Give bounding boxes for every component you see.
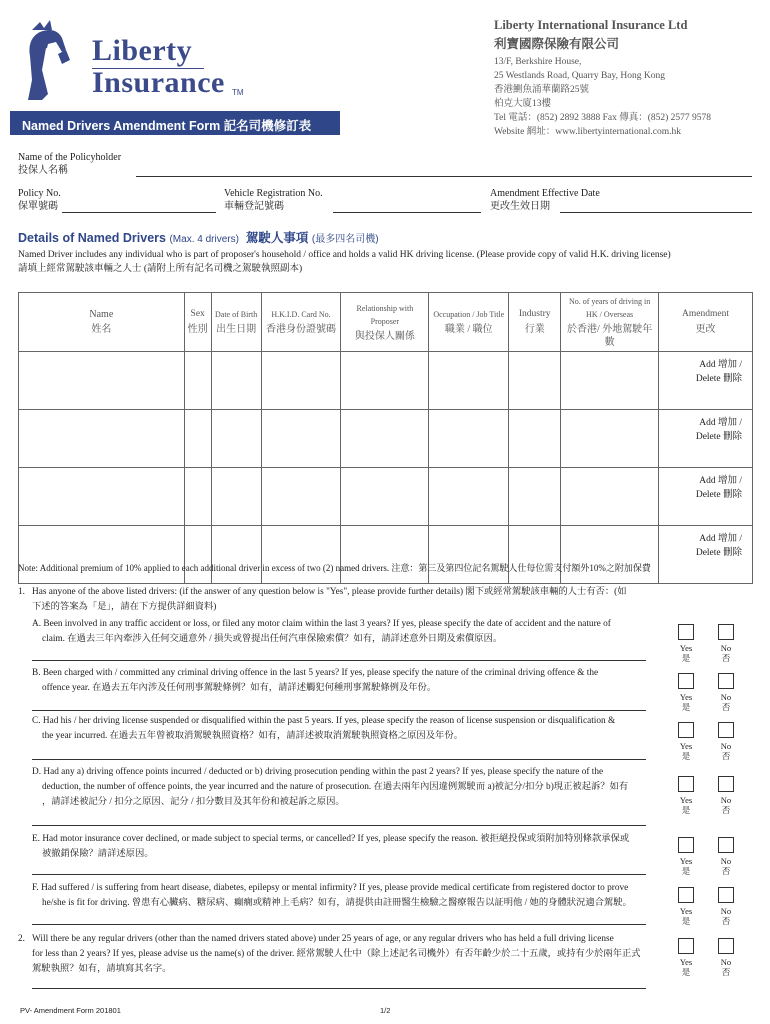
table-row bbox=[19, 468, 753, 526]
cell-occupation[interactable] bbox=[429, 410, 509, 468]
question-d-line: D. Had any a) driving offence points incurred / deducted or b) driving prosecution pending within the past 2 years? If yes, please specify the nature of the bbox=[32, 767, 604, 777]
cell-sex[interactable] bbox=[184, 468, 211, 526]
header-relationship: Relationship with Proposer 與投保人關係 bbox=[341, 293, 429, 352]
question-b-no-checkbox[interactable] bbox=[718, 673, 734, 689]
no-label-zh: 否 bbox=[721, 866, 731, 876]
header-dob: Date of Birth 出生日期 bbox=[211, 293, 261, 352]
cell-sex[interactable] bbox=[184, 410, 211, 468]
question-c-line: C. Had his / her driving license suspended or disqualified within the past 5 years. If yes, please specify the reason of license suspension or disqualification & bbox=[32, 716, 616, 726]
section-description-zh: 請填上經常駕駛該車輛之人士 (請附上所有記名司機之駕駛執照副本) bbox=[18, 264, 303, 274]
question-a-line: A. Been involved in any traffic accident or loss, or filed any motor claim within the last 3 years? If yes, please specify the date of accident and the nature of bbox=[32, 619, 611, 629]
amend-delete-label: Delete 刪除 bbox=[695, 548, 742, 558]
question-2-number: 2. bbox=[18, 934, 25, 944]
cell-occupation[interactable] bbox=[429, 352, 509, 410]
question-2-line: 駕駛執照？如有，請填寫其名字。 bbox=[32, 964, 172, 974]
question-e-line: 被撤銷保險？請詳述原因。 bbox=[42, 849, 154, 859]
section-title-zh: 駕駛人事項 bbox=[245, 231, 309, 245]
question-c-no-label bbox=[714, 741, 738, 761]
cell-years[interactable] bbox=[561, 468, 659, 526]
yes-label-en: Yes bbox=[679, 692, 693, 702]
yes-label-zh: 是 bbox=[681, 916, 691, 926]
yes-label-zh: 是 bbox=[681, 751, 691, 761]
policyholder-label bbox=[18, 151, 121, 177]
policyholder-label-en: Name of the Policyholder bbox=[18, 152, 122, 163]
vehicle-reg-label bbox=[224, 187, 323, 213]
company-name-zh: 利寶國際保險有限公司 bbox=[494, 37, 620, 51]
cell-relationship[interactable] bbox=[341, 352, 429, 410]
no-label-en: No bbox=[720, 741, 732, 751]
question-a bbox=[32, 617, 657, 647]
question-c bbox=[32, 714, 657, 744]
question-b-yes-checkbox[interactable] bbox=[678, 673, 694, 689]
question-f-line: F. Had suffered / is suffering from heart disease, diabetes, epilepsy or mental infirmity? If yes, please provide medical certificate from registered doctor to prove bbox=[32, 883, 629, 893]
vehicle-reg-label-zh: 車輛登記號碼 bbox=[224, 201, 284, 212]
question-f-no-checkbox[interactable] bbox=[718, 887, 734, 903]
question-d bbox=[32, 765, 657, 810]
question-e-line: E. Had motor insurance cover declined, or made subject to special terms, or cancelled? If yes, please specify the reason. 被拒絕投保或須附加特別條款承保或 bbox=[32, 834, 630, 844]
question-d-no-checkbox[interactable] bbox=[718, 776, 734, 792]
no-label-en: No bbox=[720, 643, 732, 653]
yes-label-zh: 是 bbox=[681, 702, 691, 712]
question-d-answer-field[interactable] bbox=[32, 825, 646, 826]
cell-amendment[interactable] bbox=[659, 468, 753, 526]
cell-name[interactable] bbox=[19, 410, 185, 468]
question-c-yes-label bbox=[674, 741, 698, 761]
cell-occupation[interactable] bbox=[429, 468, 509, 526]
question-f-yes-label bbox=[674, 906, 698, 926]
no-label-zh: 否 bbox=[721, 653, 731, 663]
amend-add-label: Add 增加 / bbox=[699, 418, 742, 428]
section-title bbox=[18, 228, 379, 246]
policy-no-label-en: Policy No. bbox=[18, 188, 61, 199]
header-industry: Industry 行業 bbox=[509, 293, 561, 352]
amend-delete-label: Delete 刪除 bbox=[695, 432, 742, 442]
section-title-zh-max: (最多四名司機) bbox=[311, 234, 379, 245]
form-title-banner: Named Drivers Amendment Form 記名司機修訂表 bbox=[10, 111, 340, 135]
yes-label-en: Yes bbox=[679, 643, 693, 653]
cell-name[interactable] bbox=[19, 468, 185, 526]
cell-hkid[interactable] bbox=[261, 410, 341, 468]
question-b-answer-field[interactable] bbox=[32, 710, 646, 711]
yes-label-en: Yes bbox=[679, 741, 693, 751]
amend-add-label: Add 增加 / bbox=[699, 476, 742, 486]
header-sex: Sex 性別 bbox=[184, 293, 211, 352]
cell-amendment[interactable] bbox=[659, 410, 753, 468]
question-1-en: Has anyone of the above listed drivers: (if the answer of any question below is "Yes", please provide further details) 閣下或經常駕駛該車輛的人士有否：(如 bbox=[32, 587, 627, 597]
yes-label-zh: 是 bbox=[681, 967, 691, 977]
cell-industry[interactable] bbox=[509, 468, 561, 526]
header-occupation: Occupation / Job Title 職業 / 職位 bbox=[429, 293, 509, 352]
question-b-no-label bbox=[714, 692, 738, 712]
yes-label-en: Yes bbox=[679, 957, 693, 967]
question-2-text bbox=[32, 932, 657, 977]
policyholder-field[interactable] bbox=[136, 176, 752, 177]
policy-no-label bbox=[18, 187, 61, 213]
amend-delete-label: Delete 刪除 bbox=[695, 490, 742, 500]
question-c-no-checkbox[interactable] bbox=[718, 722, 734, 738]
question-f-no-label bbox=[714, 906, 738, 926]
company-info bbox=[494, 18, 764, 139]
question-d-yes-checkbox[interactable] bbox=[678, 776, 694, 792]
yes-label-zh: 是 bbox=[681, 805, 691, 815]
cell-relationship[interactable] bbox=[341, 410, 429, 468]
contact-line: Tel 電話：(852) 2892 3888 Fax 傳真：(852) 2577 9578 bbox=[494, 113, 712, 123]
question-e-answer-field[interactable] bbox=[32, 874, 646, 875]
question-b-line: offence year. 在過去五年內涉及任何刑事駕駛條例？如有，請詳述觸犯何種刑事駕駛條例及年份。 bbox=[42, 683, 437, 693]
logo-tm: TM bbox=[232, 88, 244, 97]
header-years-driving: No. of years of driving in HK / Overseas 於香港/ 外地駕駛年數 bbox=[561, 293, 659, 352]
question-f-line: he/she is fit for driving. 曾患有心臟病、糖尿病、癲癇或精神上毛病？如有，請提供由註冊醫生檢驗之醫療報告以証明他 / 她的身體狀況適合駕駛。 bbox=[42, 898, 632, 908]
amend-delete-label: Delete 刪除 bbox=[695, 374, 742, 384]
question-e bbox=[32, 832, 657, 862]
question-a-yes-checkbox[interactable] bbox=[678, 624, 694, 640]
effective-date-label-zh: 更改生效日期 bbox=[490, 201, 550, 212]
question-f-answer-field[interactable] bbox=[32, 924, 646, 925]
no-label-en: No bbox=[720, 795, 732, 805]
address-line: 柏克大廈13樓 bbox=[494, 99, 552, 109]
company-name: Liberty International Insurance Ltd bbox=[494, 18, 688, 32]
cell-name[interactable] bbox=[19, 352, 185, 410]
question-1-zh: 下述的答案為「是」，請在下方提供詳細資料) bbox=[32, 602, 217, 612]
question-d-line: ，請詳述被記分 / 扣分之原因、記分 / 扣分數目及其年份和被起訴之原因。 bbox=[42, 797, 345, 807]
section-description bbox=[18, 248, 758, 276]
form-code: PV- Amendment Form 201801 bbox=[20, 1006, 121, 1015]
yes-label-en: Yes bbox=[679, 795, 693, 805]
amend-add-label: Add 增加 / bbox=[699, 534, 742, 544]
cell-industry[interactable] bbox=[509, 410, 561, 468]
section-description-en: Named Driver includes any individual who is part of proposer's household / office and holds a valid HK driving license. (Please provide copy of valid H.K. driving license) bbox=[18, 250, 671, 260]
question-c-answer-field[interactable] bbox=[32, 759, 646, 760]
question-d-line: deduction, the number of offence points, the year incurred and the nature of prosecution. 在過去兩年內因違例駕駛而 a)被記分/扣分 b)現正被起訴？如有 bbox=[42, 782, 629, 792]
question-2-no-checkbox[interactable] bbox=[718, 938, 734, 954]
question-e-no-checkbox[interactable] bbox=[718, 837, 734, 853]
cell-sex[interactable] bbox=[184, 352, 211, 410]
cell-dob[interactable] bbox=[211, 410, 261, 468]
vehicle-reg-label-en: Vehicle Registration No. bbox=[224, 188, 323, 199]
cell-dob[interactable] bbox=[211, 352, 261, 410]
statue-of-liberty-icon bbox=[22, 20, 92, 102]
no-label-zh: 否 bbox=[721, 751, 731, 761]
yes-label-en: Yes bbox=[679, 856, 693, 866]
no-label-en: No bbox=[720, 957, 732, 967]
no-label-zh: 否 bbox=[721, 702, 731, 712]
no-label-en: No bbox=[720, 692, 732, 702]
question-a-line: claim. 在過去三年內牽涉入任何交通意外 / 損失或曾提出任何汽車保險索償？如有，請詳述意外日期及索償原因。 bbox=[42, 634, 503, 644]
yes-label-zh: 是 bbox=[681, 653, 691, 663]
vehicle-reg-field[interactable] bbox=[333, 212, 481, 213]
address-line: 25 Westlands Road, Quarry Bay, Hong Kong bbox=[494, 71, 666, 81]
premium-note: Note: Additional premium of 10% applied to each additional driver in excess of two (2) named drivers. 注意：第三及第四位記名駕駛人仕每位需支付額外10%之附加保費 bbox=[18, 563, 651, 573]
question-2-line: for less than 2 years? If yes, please advise us the name(s) of the driver. 經常駕駛人仕中（除上述記名司機外）有否年齡少於二十五歲，或持有少於兩年正式 bbox=[32, 949, 641, 959]
policyholder-label-zh: 投保人名稱 bbox=[18, 165, 68, 176]
question-b bbox=[32, 666, 657, 696]
question-e-yes-label bbox=[674, 856, 698, 876]
question-e-no-label bbox=[714, 856, 738, 876]
logo-text-insurance: Insurance bbox=[92, 66, 225, 99]
question-d-no-label bbox=[714, 795, 738, 815]
question-1-number: 1. bbox=[18, 587, 25, 597]
no-label-zh: 否 bbox=[721, 805, 731, 815]
cell-hkid[interactable] bbox=[261, 352, 341, 410]
section-title-en: Details of Named Drivers bbox=[18, 231, 166, 245]
logo-text-liberty: Liberty bbox=[92, 34, 193, 67]
header-amendment: Amendment 更改 bbox=[659, 293, 753, 352]
question-2-yes-label bbox=[674, 957, 698, 977]
cell-industry[interactable] bbox=[509, 352, 561, 410]
policy-no-label-zh: 保單號碼 bbox=[18, 201, 58, 212]
question-2-answer-field[interactable] bbox=[32, 988, 646, 989]
yes-label-zh: 是 bbox=[681, 866, 691, 876]
cell-relationship[interactable] bbox=[341, 468, 429, 526]
policy-no-field[interactable] bbox=[62, 212, 216, 213]
cell-years[interactable] bbox=[561, 352, 659, 410]
question-2-yes-checkbox[interactable] bbox=[678, 938, 694, 954]
question-a-no-label bbox=[714, 643, 738, 663]
header-name: Name 姓名 bbox=[19, 293, 185, 352]
question-c-line: the year incurred. 在過去五年曾被取消駕駛執照資格？如有，請詳述被取消駕駛執照資格之原因及年份。 bbox=[42, 731, 463, 741]
table-row bbox=[19, 352, 753, 410]
question-a-no-checkbox[interactable] bbox=[718, 624, 734, 640]
address-line: 香港鰂魚涌華蘭路25號 bbox=[494, 85, 590, 95]
effective-date-field[interactable] bbox=[560, 212, 752, 213]
no-label-en: No bbox=[720, 906, 732, 916]
question-e-yes-checkbox[interactable] bbox=[678, 837, 694, 853]
no-label-en: No bbox=[720, 856, 732, 866]
named-drivers-table bbox=[18, 292, 753, 584]
question-1-text bbox=[32, 585, 757, 615]
question-f-yes-checkbox[interactable] bbox=[678, 887, 694, 903]
website-line: Website 網址：www.libertyinternational.com.hk bbox=[494, 127, 681, 137]
effective-date-label-en: Amendment Effective Date bbox=[490, 188, 600, 199]
no-label-zh: 否 bbox=[721, 916, 731, 926]
address-line: 13/F, Berkshire House, bbox=[494, 57, 582, 67]
question-b-line: B. Been charged with / committed any criminal driving offence in the last 5 years? If yes, please specify the nature of the criminal driving offence & the bbox=[32, 668, 599, 678]
question-a-answer-field[interactable] bbox=[32, 660, 646, 661]
page-number: 1/2 bbox=[380, 1006, 391, 1015]
table-header-row bbox=[19, 293, 753, 352]
question-f bbox=[32, 881, 657, 911]
question-2-no-label bbox=[714, 957, 738, 977]
question-a-yes-label bbox=[674, 643, 698, 663]
cell-dob[interactable] bbox=[211, 468, 261, 526]
no-label-zh: 否 bbox=[721, 967, 731, 977]
question-b-yes-label bbox=[674, 692, 698, 712]
cell-amendment[interactable] bbox=[659, 352, 753, 410]
section-title-max: (Max. 4 drivers) bbox=[169, 234, 239, 245]
table-row bbox=[19, 410, 753, 468]
cell-years[interactable] bbox=[561, 410, 659, 468]
effective-date-label bbox=[490, 187, 600, 213]
question-c-yes-checkbox[interactable] bbox=[678, 722, 694, 738]
amend-add-label: Add 增加 / bbox=[699, 360, 742, 370]
yes-label-en: Yes bbox=[679, 906, 693, 916]
question-2-line: Will there be any regular drivers (other than the named drivers stated above) under 25 years of age, or any regular drivers who has held a full driving license bbox=[32, 934, 614, 944]
question-d-yes-label bbox=[674, 795, 698, 815]
header-hkid: H.K.I.D. Card No. 香港身份證號碼 bbox=[261, 293, 341, 352]
cell-hkid[interactable] bbox=[261, 468, 341, 526]
